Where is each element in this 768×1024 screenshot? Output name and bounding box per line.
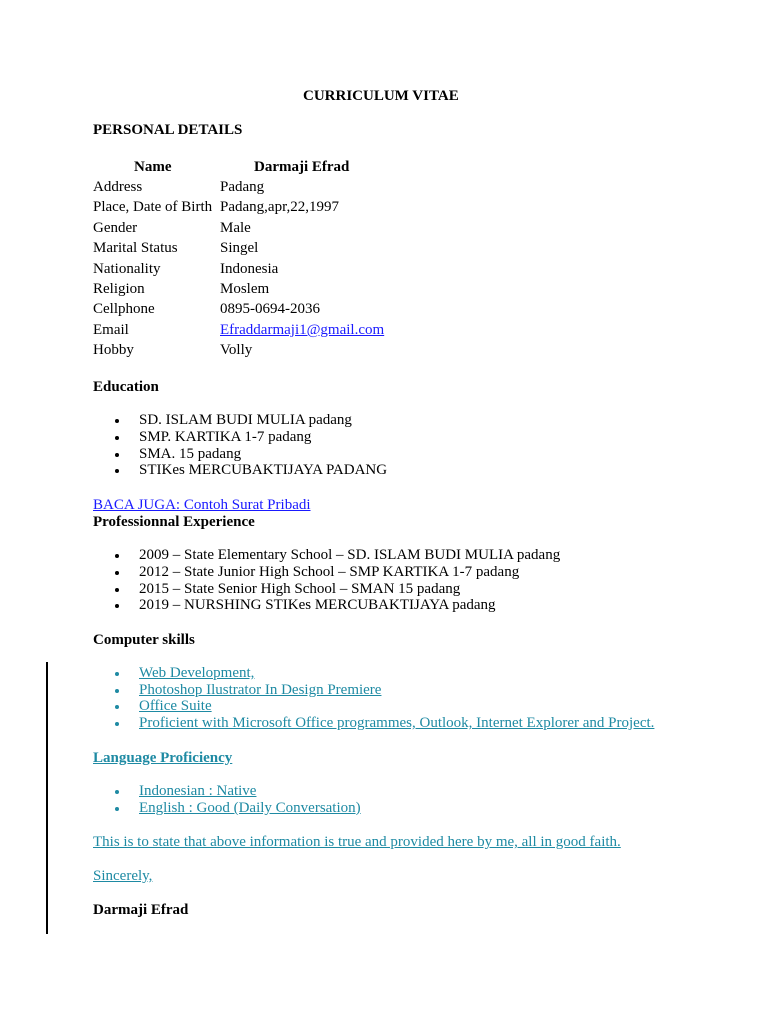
detail-label: Religion — [93, 281, 145, 297]
experience-heading: Professionnal Experience — [93, 514, 255, 530]
language-link[interactable]: Indonesian : Native — [139, 783, 257, 799]
detail-value: Darmaji Efrad — [254, 159, 350, 175]
detail-row-email — [93, 321, 693, 341]
computer-skills-heading: Computer skills — [93, 632, 195, 648]
bullet-icon — [115, 604, 119, 608]
detail-label: Nationality — [93, 261, 161, 277]
baca-juga-link[interactable]: BACA JUGA: Contoh Surat Pribadi — [93, 497, 311, 513]
detail-label: Gender — [93, 220, 138, 236]
bullet-icon — [115, 689, 119, 693]
statement-link[interactable]: This is to state that above information is true and provided here by me, all in good faith. — [93, 834, 621, 850]
bullet-icon — [115, 436, 119, 440]
bullet-icon — [115, 419, 119, 423]
detail-value: Padang — [220, 179, 265, 195]
detail-value: Moslem — [220, 281, 270, 297]
detail-label: Address — [93, 179, 143, 195]
bullet-icon — [115, 588, 119, 592]
education-heading: Education — [93, 379, 159, 395]
language-heading-link[interactable]: Language Proficiency — [93, 750, 233, 766]
cv-page: CURRICULUM VITAE PERSONAL DETAILS Name Darmaji Efrad Address Padang Place, Date of Birth Padang,apr,22,1997 Gender Male Marital Status Singel Nationality Indonesia Religion Moslem Cellphone 0895-0694-2036 Email Efraddarmaji1@gmail.com Hobby Volly Education SD. ISLAM BUDI MULIA padang SMP. KARTIKA 1-7 padang SMA. 15 padang STIKes MERCUBAKTIJAYA PADANG BACA JUGA: Contoh Surat Pribadi Professionnal Experience 2009 – State Elementary School – SD. ISLAM BUDI MULIA padang 2012 – State Junior High School – SMP KARTIKA 1-7 padang 2015 – State Senior High School – SMAN 15 padang 2019 – NURSHING STIKes MERCUBAKTIJAYA padang Computer skills Web Development, Photoshop Ilustrator In Design Premiere Office Suite Proficient with Microsoft Office programmes, Outlook, Internet Explorer and Project. Language Proficiency Indonesian : Native English : Good (Daily Conversation) This is to state that above information is true and provided here by me, all in good faith. Sincerely, Darmaji Efrad — [0, 0, 768, 1024]
bullet-icon — [115, 554, 119, 558]
detail-value: Padang,apr,22,1997 — [220, 199, 339, 215]
skill-link[interactable]: Office Suite — [139, 698, 212, 714]
detail-row-name — [93, 158, 693, 178]
bullet-icon — [115, 722, 119, 726]
bullet-icon — [115, 807, 119, 811]
detail-row-marital — [93, 239, 693, 259]
detail-value: 0895-0694-2036 — [220, 301, 320, 317]
detail-label: Place, Date of Birth — [93, 199, 213, 215]
detail-row-nationality — [93, 260, 693, 280]
skill-link[interactable]: Proficient with Microsoft Office programmes, Outlook, Internet Explorer and Project. — [139, 715, 655, 731]
language-link[interactable]: English : Good (Daily Conversation) — [139, 800, 361, 816]
page-title: CURRICULUM VITAE — [303, 88, 459, 104]
detail-row-gender — [93, 219, 693, 239]
detail-row-address — [93, 178, 693, 198]
bullet-icon — [115, 705, 119, 709]
margin-rule — [46, 662, 48, 934]
detail-value: Male — [220, 220, 251, 236]
detail-value: Singel — [220, 240, 259, 256]
detail-label: Name — [134, 159, 172, 175]
skill-link[interactable]: Web Development, — [139, 665, 255, 681]
detail-value: Volly — [220, 342, 253, 358]
detail-row-cellphone — [93, 300, 693, 320]
signature-name: Darmaji Efrad — [93, 902, 189, 918]
detail-row-hobby — [93, 341, 693, 361]
detail-label: Cellphone — [93, 301, 155, 317]
bullet-icon — [115, 790, 119, 794]
detail-value: Indonesia — [220, 261, 279, 277]
bullet-icon — [115, 672, 119, 676]
personal-details-heading: PERSONAL DETAILS — [93, 122, 243, 138]
detail-label: Marital Status — [93, 240, 178, 256]
closing-link[interactable]: Sincerely, — [93, 868, 153, 884]
bullet-icon — [115, 453, 119, 457]
email-link[interactable]: Efraddarmaji1@gmail.com — [220, 322, 385, 338]
detail-label: Email — [93, 322, 129, 338]
detail-label: Hobby — [93, 342, 134, 358]
detail-row-birth — [93, 198, 693, 218]
detail-row-religion — [93, 280, 693, 300]
bullet-icon — [115, 469, 119, 473]
skill-link[interactable]: Photoshop Ilustrator In Design Premiere — [139, 682, 382, 698]
bullet-icon — [115, 571, 119, 575]
